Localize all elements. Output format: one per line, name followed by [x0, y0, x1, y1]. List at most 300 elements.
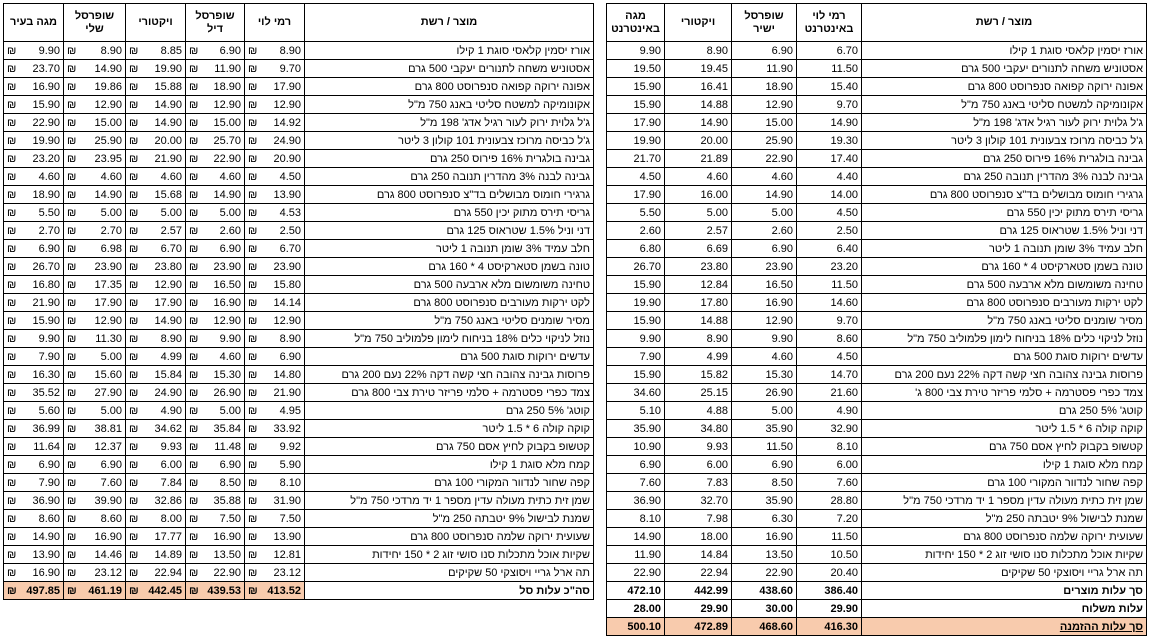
- currency-symbol: ₪: [67, 404, 77, 417]
- price-cell: 20.00: [665, 132, 732, 150]
- price-cell: [245, 150, 305, 168]
- price-cell: 16.00: [665, 186, 732, 204]
- price-cell: [64, 240, 126, 258]
- price-value: 14.14: [273, 296, 301, 309]
- product-name: נוזל לניקוי כלים 18% בניחוח לימון פלמוליב 750 מ"ל: [862, 330, 1147, 348]
- price-cell: 22.94: [665, 564, 732, 582]
- price-cell: [186, 474, 245, 492]
- currency-symbol: ₪: [248, 116, 258, 129]
- price-cell: [126, 132, 186, 150]
- price-cell: 6.90: [732, 240, 797, 258]
- currency-symbol: ₪: [248, 314, 258, 327]
- price-cell: [245, 402, 305, 420]
- currency-symbol: ₪: [67, 224, 77, 237]
- price-cell: 19.90: [607, 132, 665, 150]
- price-value: 4.60: [160, 170, 182, 183]
- currency-symbol: ₪: [67, 512, 77, 525]
- product-name: אפונה ירוקה קפואה סנפרוסט 800 גרם: [305, 78, 594, 96]
- table-header-row: [607, 4, 1147, 42]
- price-value: 14.90: [94, 62, 122, 75]
- price-value: 18.90: [213, 80, 241, 93]
- price-cell: 16.90: [732, 528, 797, 546]
- price-value: 6.00: [160, 458, 182, 471]
- price-cell: [245, 456, 305, 474]
- table-row: [607, 42, 1147, 60]
- table-row: [607, 150, 1147, 168]
- currency-symbol: ₪: [129, 386, 139, 399]
- price-cell: [126, 438, 186, 456]
- price-cell: 19.45: [665, 60, 732, 78]
- product-name: שמן זית כתית מעולה עדין מספר 1 יד מרדכי 750 מ"ל: [862, 492, 1147, 510]
- price-cell: 17.90: [607, 186, 665, 204]
- price-value: 24.90: [273, 134, 301, 147]
- currency-symbol: ₪: [248, 386, 258, 399]
- price-cell: 9.90: [607, 42, 665, 60]
- currency-symbol: ₪: [7, 440, 17, 453]
- price-value: 4.60: [100, 170, 122, 183]
- product-name: עדשים ירוקות סוגת 500 גרם: [862, 348, 1147, 366]
- price-cell: [4, 474, 64, 492]
- price-value: 14.89: [154, 548, 182, 561]
- price-value: 24.90: [154, 386, 182, 399]
- currency-symbol: ₪: [129, 224, 139, 237]
- price-value: 439.53: [207, 584, 241, 597]
- currency-symbol: ₪: [67, 566, 77, 579]
- price-value: 7.90: [38, 350, 60, 363]
- price-cell: [186, 294, 245, 312]
- currency-symbol: ₪: [189, 242, 199, 255]
- price-cell: [64, 384, 126, 402]
- price-cell: 472.89: [665, 618, 732, 636]
- currency-symbol: ₪: [248, 80, 258, 93]
- price-cell: 9.70: [797, 312, 862, 330]
- price-value: 17.90: [94, 296, 122, 309]
- currency-symbol: ₪: [248, 440, 258, 453]
- price-cell: 6.90: [607, 456, 665, 474]
- price-cell: 4.90: [797, 402, 862, 420]
- product-name: אורז יסמין קלאסי סוגת 1 קילו: [305, 42, 594, 60]
- table-row: [607, 186, 1147, 204]
- price-cell: 7.83: [665, 474, 732, 492]
- price-value: 16.90: [32, 566, 60, 579]
- price-cell: [64, 420, 126, 438]
- price-cell: 2.57: [665, 222, 732, 240]
- price-cell: 11.50: [797, 528, 862, 546]
- price-cell: 11.50: [797, 60, 862, 78]
- price-value: 8.10: [279, 476, 301, 489]
- currency-symbol: ₪: [248, 494, 258, 507]
- column-header: שופרסל דיל: [186, 4, 245, 42]
- price-cell: [186, 366, 245, 384]
- price-cell: [186, 96, 245, 114]
- currency-symbol: ₪: [129, 332, 139, 345]
- product-name: קמח מלא סוגת 1 קילו: [862, 456, 1147, 474]
- price-value: 497.85: [26, 584, 60, 597]
- price-value: 7.84: [160, 476, 182, 489]
- price-value: 9.92: [279, 440, 301, 453]
- price-value: 17.77: [154, 530, 182, 543]
- price-cell: [4, 204, 64, 222]
- price-cell: [64, 366, 126, 384]
- price-cell: [4, 330, 64, 348]
- price-value: 6.70: [279, 242, 301, 255]
- price-value: 13.90: [32, 548, 60, 561]
- price-value: 5.00: [219, 206, 241, 219]
- product-name: גבינה לבנה 3% מהדרין תנובה 250 גרם: [305, 168, 594, 186]
- currency-symbol: ₪: [67, 350, 77, 363]
- currency-symbol: ₪: [248, 98, 258, 111]
- price-value: 19.90: [154, 62, 182, 75]
- currency-symbol: ₪: [7, 134, 17, 147]
- currency-symbol: ₪: [129, 152, 139, 165]
- currency-symbol: ₪: [129, 242, 139, 255]
- price-value: 8.90: [279, 44, 301, 57]
- price-value: 7.50: [219, 512, 241, 525]
- price-cell: [64, 492, 126, 510]
- table-row: [4, 168, 594, 186]
- currency-symbol: ₪: [189, 386, 199, 399]
- currency-symbol: ₪: [189, 530, 199, 543]
- currency-symbol: ₪: [248, 566, 258, 579]
- price-cell: 468.60: [732, 618, 797, 636]
- price-cell: 4.60: [732, 168, 797, 186]
- price-cell: 11.90: [607, 546, 665, 564]
- price-cell: [4, 384, 64, 402]
- price-value: 23.12: [273, 566, 301, 579]
- price-cell: [245, 312, 305, 330]
- price-cell: 15.90: [607, 312, 665, 330]
- price-cell: [64, 132, 126, 150]
- price-cell: [245, 240, 305, 258]
- currency-symbol: ₪: [189, 278, 199, 291]
- currency-symbol: ₪: [129, 296, 139, 309]
- price-cell: [186, 438, 245, 456]
- price-value: 21.90: [32, 296, 60, 309]
- currency-symbol: ₪: [7, 386, 17, 399]
- product-name: גבינה בולגרית 16% פירוס 250 גרם: [305, 150, 594, 168]
- price-value: 7.60: [100, 476, 122, 489]
- price-value: 8.90: [100, 44, 122, 57]
- price-value: 4.60: [38, 170, 60, 183]
- price-value: 8.85: [160, 44, 182, 57]
- currency-symbol: ₪: [129, 170, 139, 183]
- price-cell: [186, 492, 245, 510]
- price-cell: 14.88: [665, 96, 732, 114]
- price-cell: 25.15: [665, 384, 732, 402]
- price-cell: 12.90: [732, 96, 797, 114]
- price-cell: 35.90: [732, 492, 797, 510]
- currency-symbol: ₪: [67, 170, 77, 183]
- price-value: 2.57: [160, 224, 182, 237]
- price-cell: [245, 546, 305, 564]
- price-value: 6.98: [100, 242, 122, 255]
- table-body: [607, 42, 1147, 636]
- price-cell: [4, 456, 64, 474]
- currency-symbol: ₪: [189, 476, 199, 489]
- currency-symbol: ₪: [248, 62, 258, 75]
- price-cell: [126, 114, 186, 132]
- price-cell: 15.90: [607, 96, 665, 114]
- price-value: 2.70: [100, 224, 122, 237]
- price-cell: 472.10: [607, 582, 665, 600]
- price-cell: [245, 564, 305, 582]
- currency-symbol: ₪: [67, 134, 77, 147]
- price-cell: 11.50: [797, 276, 862, 294]
- price-cell: 4.50: [797, 348, 862, 366]
- price-value: 461.19: [88, 584, 122, 597]
- currency-symbol: ₪: [67, 206, 77, 219]
- currency-symbol: ₪: [7, 404, 17, 417]
- price-value: 17.90: [273, 80, 301, 93]
- price-value: 9.90: [38, 44, 60, 57]
- column-header: שופרסל ישיר: [732, 4, 797, 42]
- currency-symbol: ₪: [67, 476, 77, 489]
- price-value: 8.60: [100, 512, 122, 525]
- price-cell: 15.40: [797, 78, 862, 96]
- price-cell: [64, 456, 126, 474]
- product-name: תה ארל גריי ויסוצקי 50 שקיקים: [305, 564, 594, 582]
- price-cell: 2.50: [797, 222, 862, 240]
- price-cell: 5.10: [607, 402, 665, 420]
- currency-symbol: ₪: [189, 98, 199, 111]
- currency-symbol: ₪: [189, 458, 199, 471]
- price-value: 14.46: [94, 548, 122, 561]
- price-cell: [245, 204, 305, 222]
- price-value: 4.95: [279, 404, 301, 417]
- price-value: 14.90: [154, 314, 182, 327]
- currency-symbol: ₪: [248, 332, 258, 345]
- price-cell: [64, 510, 126, 528]
- price-cell: 25.90: [732, 132, 797, 150]
- price-cell: 438.60: [732, 582, 797, 600]
- price-value: 17.90: [154, 296, 182, 309]
- currency-symbol: ₪: [248, 134, 258, 147]
- table-row: [607, 384, 1147, 402]
- price-value: 15.80: [273, 278, 301, 291]
- product-name: פרוסות גבינה צהובה חצי קשה דקה 22% נעם 200 גרם: [862, 366, 1147, 384]
- order-total-row: [607, 618, 1147, 636]
- price-value: 8.00: [160, 512, 182, 525]
- currency-symbol: ₪: [129, 350, 139, 363]
- product-name: חלב עמיד 3% שומן תנובה 1 ליטר: [305, 240, 594, 258]
- currency-symbol: ₪: [248, 224, 258, 237]
- price-cell: 14.70: [797, 366, 862, 384]
- price-cell: [186, 204, 245, 222]
- price-cell: 23.90: [732, 258, 797, 276]
- table-row: [607, 114, 1147, 132]
- price-cell: [245, 78, 305, 96]
- price-cell: 11.90: [732, 60, 797, 78]
- price-value: 19.86: [94, 80, 122, 93]
- column-header: ויקטורי: [126, 4, 186, 42]
- table-row: [4, 510, 594, 528]
- price-value: 21.90: [154, 152, 182, 165]
- price-cell: [126, 60, 186, 78]
- table-row: [607, 240, 1147, 258]
- price-value: 4.53: [279, 206, 301, 219]
- price-cell: 4.88: [665, 402, 732, 420]
- price-value: 12.81: [273, 548, 301, 561]
- table-row: [607, 312, 1147, 330]
- price-value: 20.00: [154, 134, 182, 147]
- products-total-label: סך עלות מוצרים: [862, 582, 1147, 600]
- column-header: שופרסל שלי: [64, 4, 126, 42]
- currency-symbol: ₪: [67, 494, 77, 507]
- currency-symbol: ₪: [129, 440, 139, 453]
- currency-symbol: ₪: [248, 242, 258, 255]
- price-value: 5.00: [100, 206, 122, 219]
- table-row: [4, 474, 594, 492]
- price-value: 23.90: [273, 260, 301, 273]
- price-value: 2.70: [38, 224, 60, 237]
- price-value: 15.88: [154, 80, 182, 93]
- price-cell: [4, 402, 64, 420]
- table-row: [607, 96, 1147, 114]
- product-name: פרוסות גבינה צהובה חצי קשה דקה 22% נעם 200 גרם: [305, 366, 594, 384]
- price-cell: 14.00: [797, 186, 862, 204]
- price-value: 15.60: [94, 368, 122, 381]
- table-row: [607, 78, 1147, 96]
- price-value: 5.00: [100, 404, 122, 417]
- price-value: 8.90: [279, 332, 301, 345]
- price-value: 6.90: [38, 458, 60, 471]
- price-cell: [126, 222, 186, 240]
- currency-symbol: ₪: [129, 566, 139, 579]
- price-cell: 30.00: [732, 600, 797, 618]
- price-cell: 5.00: [732, 402, 797, 420]
- currency-symbol: ₪: [129, 548, 139, 561]
- table-row: [4, 42, 594, 60]
- price-cell: [126, 150, 186, 168]
- price-value: 15.30: [213, 368, 241, 381]
- price-value: 15.00: [213, 116, 241, 129]
- price-value: 22.90: [32, 116, 60, 129]
- price-cell: 500.10: [607, 618, 665, 636]
- price-cell: 12.90: [732, 312, 797, 330]
- currency-symbol: ₪: [189, 152, 199, 165]
- price-value: 12.90: [273, 98, 301, 111]
- price-cell: [64, 60, 126, 78]
- price-cell: [186, 420, 245, 438]
- currency-symbol: ₪: [7, 80, 17, 93]
- price-cell: 6.00: [665, 456, 732, 474]
- product-name: לקט ירקות מעורבים סנפרוסט 800 גרם: [305, 294, 594, 312]
- price-cell: 26.70: [607, 258, 665, 276]
- price-cell: [4, 312, 64, 330]
- currency-symbol: ₪: [67, 314, 77, 327]
- price-cell: 4.99: [665, 348, 732, 366]
- table-row: [607, 564, 1147, 582]
- price-cell: 15.90: [607, 366, 665, 384]
- price-cell: [245, 582, 305, 600]
- table-row: [4, 564, 594, 582]
- price-cell: [4, 96, 64, 114]
- currency-symbol: ₪: [7, 422, 17, 435]
- price-cell: 23.80: [665, 258, 732, 276]
- price-cell: [245, 132, 305, 150]
- price-cell: [64, 276, 126, 294]
- currency-symbol: ₪: [129, 458, 139, 471]
- product-name: קפה שחור לנדוור המקורי 100 גרם: [305, 474, 594, 492]
- price-value: 13.90: [273, 188, 301, 201]
- price-cell: [245, 60, 305, 78]
- currency-symbol: ₪: [7, 98, 17, 111]
- price-cell: 8.90: [665, 42, 732, 60]
- currency-symbol: ₪: [129, 134, 139, 147]
- product-name: גבינה בולגרית 16% פירוס 250 גרם: [862, 150, 1147, 168]
- price-value: 14.90: [94, 188, 122, 201]
- currency-symbol: ₪: [67, 584, 77, 597]
- price-cell: [64, 312, 126, 330]
- product-name: קוקה קולה 6 * 1.5 ליטר: [862, 420, 1147, 438]
- price-cell: [186, 114, 245, 132]
- currency-symbol: ₪: [248, 350, 258, 363]
- price-cell: [64, 330, 126, 348]
- price-cell: 19.50: [607, 60, 665, 78]
- price-cell: 15.30: [732, 366, 797, 384]
- price-cell: [4, 492, 64, 510]
- price-cell: [126, 276, 186, 294]
- price-cell: 16.50: [732, 276, 797, 294]
- price-cell: 17.90: [607, 114, 665, 132]
- currency-symbol: ₪: [67, 548, 77, 561]
- currency-symbol: ₪: [189, 188, 199, 201]
- price-value: 5.00: [160, 206, 182, 219]
- price-value: 31.90: [273, 494, 301, 507]
- product-name: טונה בשמן סטארקיסט 4 * 160 גרם: [305, 258, 594, 276]
- price-value: 22.94: [154, 566, 182, 579]
- currency-symbol: ₪: [67, 260, 77, 273]
- price-cell: [186, 168, 245, 186]
- product-name: גרגירי חומוס מבושלים בד"צ סנפרוסט 800 גרם: [305, 186, 594, 204]
- price-value: 12.90: [273, 314, 301, 327]
- product-name: מסיר שומנים סליטי באנג 750 מ"ל: [305, 312, 594, 330]
- price-cell: [186, 384, 245, 402]
- price-cell: 6.90: [732, 42, 797, 60]
- price-cell: 26.90: [732, 384, 797, 402]
- price-value: 14.90: [32, 530, 60, 543]
- price-cell: [4, 276, 64, 294]
- currency-symbol: ₪: [129, 206, 139, 219]
- currency-symbol: ₪: [7, 566, 17, 579]
- price-value: 5.60: [38, 404, 60, 417]
- currency-symbol: ₪: [7, 44, 17, 57]
- price-cell: [186, 330, 245, 348]
- price-value: 23.80: [154, 260, 182, 273]
- price-cell: 29.90: [665, 600, 732, 618]
- price-cell: [4, 528, 64, 546]
- product-name: צמד כפרי פסטרמה + סלמי פריזר טירת צבי 800 ג': [862, 384, 1147, 402]
- price-cell: [64, 150, 126, 168]
- currency-symbol: ₪: [248, 152, 258, 165]
- currency-symbol: ₪: [7, 206, 17, 219]
- currency-symbol: ₪: [189, 224, 199, 237]
- price-cell: [126, 474, 186, 492]
- price-cell: [245, 96, 305, 114]
- table-row: [4, 294, 594, 312]
- column-header: מגה באינטרנט: [607, 4, 665, 42]
- product-name: נוזל לניקוי כלים 18% בניחוח לימון פלמוליב 750 מ"ל: [305, 330, 594, 348]
- price-cell: [186, 312, 245, 330]
- product-name: אפונה ירוקה קפואה סנפרוסט 800 גרם: [862, 78, 1147, 96]
- price-value: 442.45: [148, 584, 182, 597]
- price-cell: 11.50: [732, 438, 797, 456]
- price-cell: 4.60: [732, 348, 797, 366]
- product-name: שקיות אוכל מתכלות סנו סושי זוג 2 * 150 יחידות: [305, 546, 594, 564]
- product-name: קמח מלא סוגת 1 קילו: [305, 456, 594, 474]
- table-row: [607, 510, 1147, 528]
- table-row: [607, 420, 1147, 438]
